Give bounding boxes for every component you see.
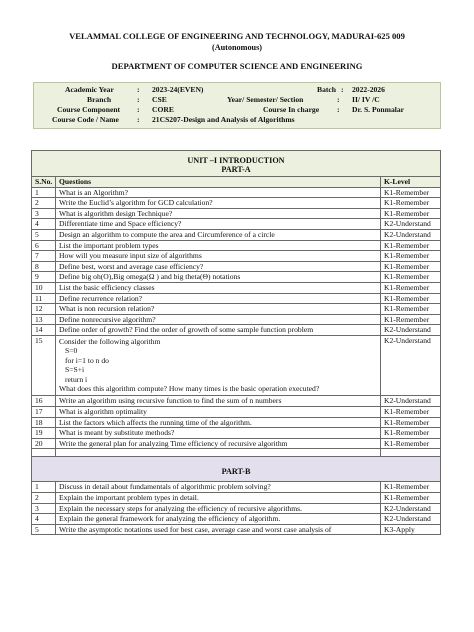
row-number: 2 xyxy=(32,198,56,209)
klevel-header: K-Level xyxy=(380,177,440,188)
row-number: 10 xyxy=(32,282,56,293)
table-row xyxy=(32,208,441,219)
unit-header-row xyxy=(32,151,441,177)
row-number: 14 xyxy=(32,325,56,336)
question-line: S=S+i xyxy=(65,365,85,375)
spacer-cell xyxy=(32,449,56,457)
question-text: Write an algorithm using recursive function to find the sum of n numbers xyxy=(56,396,381,407)
k-level: K1-Remember xyxy=(380,272,440,283)
k-level: K1-Remember xyxy=(380,492,440,503)
row-number: 6 xyxy=(32,240,56,251)
k-level: K1-Remember xyxy=(380,187,440,198)
row-number: 13 xyxy=(32,314,56,325)
table-row xyxy=(32,417,441,428)
row-number: 3 xyxy=(32,208,56,219)
colon: : xyxy=(337,105,340,114)
spacer-row xyxy=(32,449,441,457)
unit-title: UNIT –I INTRODUCTION xyxy=(187,155,285,165)
table-row xyxy=(32,293,441,304)
k-level: K2-Understand xyxy=(380,396,440,407)
question-text: Define nonrecursive algorithm? xyxy=(56,314,381,325)
table-row xyxy=(32,482,441,493)
row-number: 5 xyxy=(32,229,56,240)
college-name: VELAMMAL COLLEGE OF ENGINEERING AND TECHNOLOGY, MADURAI-625 009 xyxy=(69,31,405,41)
question-line: S=0 xyxy=(65,346,78,356)
table-row xyxy=(32,514,441,525)
k-level: K1-Remember xyxy=(380,406,440,417)
table-row xyxy=(32,187,441,198)
table-row xyxy=(32,282,441,293)
question-text xyxy=(56,335,381,395)
table-row xyxy=(32,219,441,230)
k-level: K1-Remember xyxy=(380,198,440,209)
part-b-title: PART-B xyxy=(32,457,441,482)
k-level: K2-Understand xyxy=(380,503,440,514)
row-number: 19 xyxy=(32,428,56,439)
table-row xyxy=(32,524,441,535)
k-level: K1-Remember xyxy=(380,293,440,304)
k-level: K1-Remember xyxy=(380,208,440,219)
question-line: for i=1 to n do xyxy=(65,355,109,365)
part-a-title: PART-A xyxy=(221,164,251,174)
row-number: 18 xyxy=(32,417,56,428)
row-number: 2 xyxy=(32,492,56,503)
question-line: return i xyxy=(65,374,88,384)
question-text: What is algorithm design Technique? xyxy=(56,208,381,219)
row-number: 4 xyxy=(32,514,56,525)
question-text: Define big oh(O),Big omega(Ω ) and big theta(Θ) notations xyxy=(56,272,381,283)
question-text: Write the general plan for analyzing Time efficiency of recursive algorithm xyxy=(56,438,381,449)
course-incharge-label: Course In charge xyxy=(263,105,320,114)
k-level: K1-Remember xyxy=(380,438,440,449)
row-number: 9 xyxy=(32,272,56,283)
row-number: 1 xyxy=(32,482,56,493)
question-text: Design an algorithm to compute the area and Circumference of a circle xyxy=(56,229,381,240)
k-level: K1-Remember xyxy=(380,261,440,272)
department-title: DEPARTMENT OF COMPUTER SCIENCE AND ENGINEERING xyxy=(111,61,363,71)
colon: : xyxy=(341,85,344,94)
table-row xyxy=(32,325,441,336)
table-row xyxy=(32,438,441,449)
question-text: How will you measure input size of algorithms xyxy=(56,251,381,262)
question-text: Discuss in detail about fundamentals of algorithmic problem solving? xyxy=(56,482,381,493)
part-b-header-row xyxy=(32,457,441,482)
table-row xyxy=(32,304,441,315)
question-text: List the important problem types xyxy=(56,240,381,251)
colon: : xyxy=(137,85,140,94)
colon: : xyxy=(137,95,140,104)
row-number: 12 xyxy=(32,304,56,315)
k-level: K2-Understand xyxy=(380,514,440,525)
question-line: What does this algorithm compute? How many times is the basic operation executed? xyxy=(59,383,320,393)
table-row xyxy=(32,229,441,240)
k-level: K2-Understand xyxy=(380,229,440,240)
question-text: Differentiate time and Space efficiency? xyxy=(56,219,381,230)
row-number: 7 xyxy=(32,251,56,262)
question-text: What is non recursion relation? xyxy=(56,304,381,315)
question-text: What is an Algorithm? xyxy=(56,187,381,198)
table-row xyxy=(32,314,441,325)
question-bank-table xyxy=(31,150,441,535)
k-level: K3-Apply xyxy=(380,524,440,535)
course-code-value: 21CS207-Design and Analysis of Algorithms xyxy=(152,115,295,124)
question-text: Write the asymptotic notations used for best case, average case and worst case analysis of xyxy=(56,524,381,535)
batch-value: 2022-2026 xyxy=(352,85,385,94)
k-level: K1-Remember xyxy=(380,251,440,262)
question-text: What is meant by substitute methods? xyxy=(56,428,381,439)
spacer-cell xyxy=(380,449,440,457)
k-level: K1-Remember xyxy=(380,240,440,251)
question-text: List the factors which affects the running time of the algorithm. xyxy=(56,417,381,428)
question-text: Write the Euclid’s algorithm for GCD calculation? xyxy=(56,198,381,209)
row-number: 8 xyxy=(32,261,56,272)
course-incharge-value: Dr. S. Ponmalar xyxy=(352,105,405,114)
branch-label: Branch xyxy=(87,95,112,104)
column-header-row xyxy=(32,177,441,188)
row-number: 1 xyxy=(32,187,56,198)
course-component-value: CORE xyxy=(152,105,174,114)
row-number: 17 xyxy=(32,406,56,417)
row-number: 15 xyxy=(32,335,56,395)
year-semester-section-label: Year/ Semester/ Section xyxy=(227,95,304,104)
k-level: K2-Understand xyxy=(380,335,440,395)
academic-year-label: Academic Year xyxy=(65,85,114,94)
academic-year-value: 2023-24(EVEN) xyxy=(152,85,204,94)
course-code-label: Course Code / Name xyxy=(52,115,119,124)
k-level: K1-Remember xyxy=(380,482,440,493)
table-row xyxy=(32,261,441,272)
table-row xyxy=(32,503,441,514)
row-number: 4 xyxy=(32,219,56,230)
question-text: Define order of growth? Find the order of growth of some sample function problem xyxy=(56,325,381,336)
k-level: K1-Remember xyxy=(380,282,440,293)
table-row xyxy=(32,335,441,395)
table-row xyxy=(32,396,441,407)
question-text: Explain the necessary steps for analyzing the efficiency of recursive algorithms. xyxy=(56,503,381,514)
table-row xyxy=(32,272,441,283)
course-component-label: Course Component xyxy=(57,105,121,114)
sno-header: S.No. xyxy=(32,177,56,188)
table-row xyxy=(32,492,441,503)
table-row xyxy=(32,240,441,251)
table-row xyxy=(32,198,441,209)
row-number: 16 xyxy=(32,396,56,407)
questions-header: Questions xyxy=(56,177,381,188)
question-text: What is algorithm optimality xyxy=(56,406,381,417)
table-row xyxy=(32,428,441,439)
row-number: 20 xyxy=(32,438,56,449)
k-level: K1-Remember xyxy=(380,304,440,315)
table-row xyxy=(32,406,441,417)
k-level: K1-Remember xyxy=(380,417,440,428)
k-level: K1-Remember xyxy=(380,314,440,325)
row-number: 3 xyxy=(32,503,56,514)
batch-label: Batch xyxy=(317,85,336,94)
row-number: 5 xyxy=(32,524,56,535)
row-number: 11 xyxy=(32,293,56,304)
colon: : xyxy=(137,105,140,114)
branch-value: CSE xyxy=(152,95,167,104)
question-text: Define best, worst and average case efficiency? xyxy=(56,261,381,272)
spacer-cell xyxy=(56,449,381,457)
colon: : xyxy=(337,95,340,104)
course-info-box xyxy=(33,82,441,129)
question-text: Define recurrence relation? xyxy=(56,293,381,304)
k-level: K2-Understand xyxy=(380,219,440,230)
year-semester-section-value: II/ IV /C xyxy=(352,95,380,104)
table-row xyxy=(32,251,441,262)
question-text: Explain the important problem types in detail. xyxy=(56,492,381,503)
question-line: Consider the following algorithm xyxy=(59,336,161,346)
k-level: K1-Remember xyxy=(380,428,440,439)
question-text: List the basic efficiency classes xyxy=(56,282,381,293)
autonomous-label: (Autonomous) xyxy=(211,43,263,52)
colon: : xyxy=(137,115,140,124)
k-level: K2-Understand xyxy=(380,325,440,336)
question-text: Explain the general framework for analyzing the efficiency of algorithm. xyxy=(56,514,381,525)
